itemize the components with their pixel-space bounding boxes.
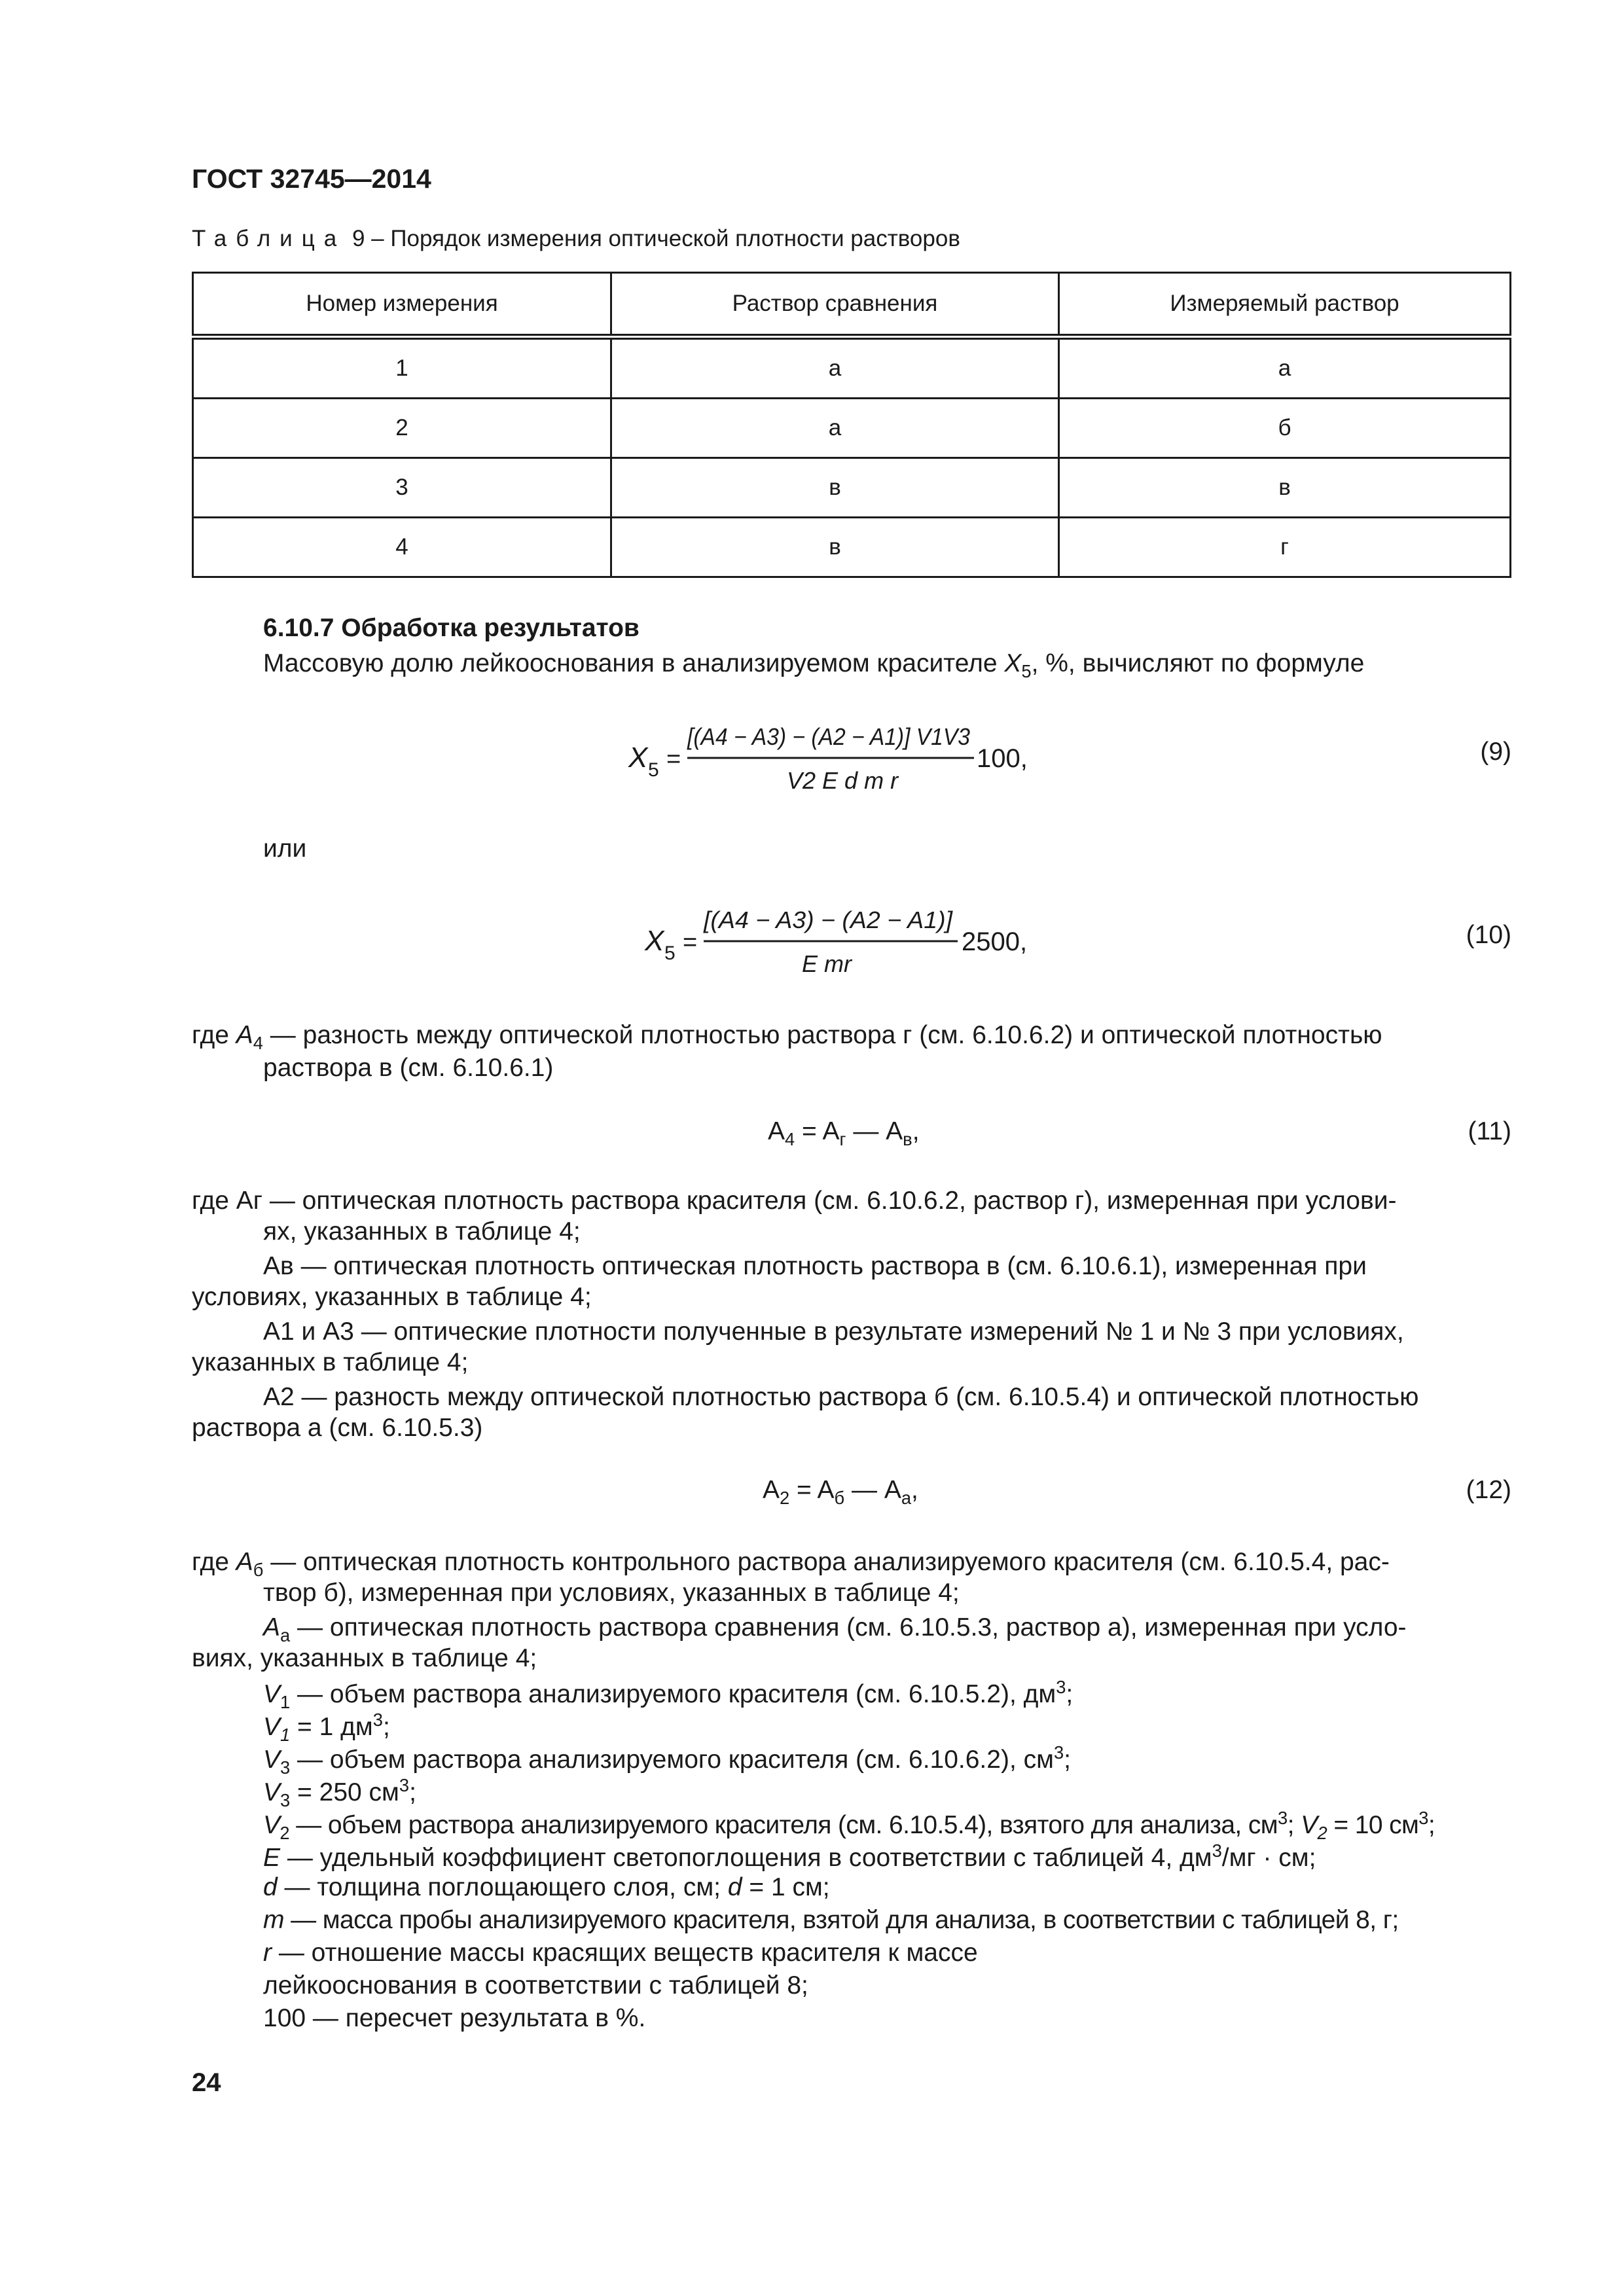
formula-numerator: [(A4 − A3) − (A2 − A1)] V1V3: [687, 723, 970, 750]
definition-text: где Аг — оптическая плотность раствора красителя (см. 6.10.6.2, раствор г), измеренная при услови-: [192, 1187, 1397, 1215]
definition-end: ;: [409, 1778, 416, 1806]
definition-text: — отношение массы красящих веществ красителя к массе: [272, 1939, 978, 1967]
definition-d: [263, 1873, 830, 1902]
definition-text: — разность между оптической плотностью раствора г (см. 6.10.6.2) и оптической плотностью: [262, 1021, 1382, 1049]
table-cell: в: [1058, 458, 1510, 518]
superscript: 3: [1418, 1808, 1428, 1828]
definition-text: = 1 дм: [290, 1713, 373, 1741]
definition-v3-value: [263, 1775, 416, 1811]
definition-v1: [263, 1677, 1073, 1713]
definition-text: — масса пробы анализируемого красителя, взятой для анализа, в соответствии с таблицей 8, г;: [283, 1906, 1399, 1934]
definition-end: = 1 см;: [742, 1873, 830, 1901]
definition-end: ;: [1066, 1680, 1074, 1708]
variable: V: [263, 1680, 281, 1708]
formula-lhs: A: [763, 1476, 780, 1504]
definition-v1-value: [263, 1710, 390, 1746]
column-header: Раствор сравнения: [611, 273, 1059, 337]
formula-end: ,: [912, 1117, 920, 1145]
definition-ag-cont: ях, указанных в таблице 4;: [263, 1217, 581, 1246]
variable-subscript: 1: [280, 1724, 291, 1745]
variable-subscript: 3: [280, 1757, 291, 1778]
table-cell: 2: [193, 399, 611, 458]
intro-variable-subscript: 5: [1021, 660, 1032, 681]
column-header: Номер измерения: [193, 273, 611, 337]
column-header: Измеряемый раствор: [1058, 273, 1510, 337]
table-cell: 4: [193, 518, 611, 577]
formula-middle: — A: [846, 1117, 903, 1145]
formula-9: [622, 707, 1093, 805]
variable: V: [263, 1713, 281, 1741]
formula-lhs-subscript: 2: [780, 1487, 790, 1508]
definition-a1-a3: А1 и А3 — оптические плотности полученные в результате измерений № 1 и № 3 при условиях,: [263, 1318, 1404, 1346]
superscript: 3: [1056, 1677, 1066, 1697]
definition-end: ;: [382, 1713, 390, 1741]
superscript: 3: [1053, 1742, 1064, 1763]
variable-subscript: 1: [280, 1691, 291, 1712]
definition-a2: А2 — разность между оптической плотностью раствора б (см. 6.10.5.4) и оптической плотностью: [263, 1383, 1419, 1411]
superscript: 3: [1278, 1808, 1288, 1828]
variable: r: [263, 1939, 272, 1967]
definition-aa-cont: виях, указанных в таблице 4;: [192, 1644, 537, 1672]
variable-subscript: б: [253, 1559, 264, 1580]
formula-middle: — A: [844, 1476, 901, 1504]
formula-subscript: в: [903, 1128, 912, 1149]
variable: d: [727, 1873, 742, 1901]
definition-v2: [263, 1808, 1435, 1844]
table-row: [193, 399, 1511, 458]
equation-number-9: (9): [1480, 738, 1511, 766]
formula-lhs: X: [628, 742, 648, 774]
definition-text: = 250 см: [290, 1778, 399, 1806]
variable: V: [263, 1811, 280, 1839]
definition-end: ;: [1064, 1746, 1071, 1774]
definition-a4-cont: раствора в (см. 6.10.6.1): [263, 1054, 554, 1082]
definition-text: = 10 см: [1327, 1811, 1419, 1839]
variable-subscript: 4: [253, 1032, 263, 1053]
where-word: где: [192, 1548, 236, 1576]
or-word: или: [263, 834, 307, 863]
formula-lhs-subscript: 4: [785, 1128, 795, 1149]
formula-lhs-subscript: 5: [648, 759, 659, 781]
variable-subscript: а: [280, 1624, 291, 1645]
svg-text:X: [628, 742, 649, 774]
variable-subscript: 2: [1317, 1822, 1327, 1843]
formula-equals: =: [683, 929, 698, 956]
where-word: где: [192, 1021, 236, 1049]
definition-a2-cont: раствора а (см. 6.10.5.3): [192, 1414, 483, 1442]
formula-lhs: A: [768, 1117, 785, 1145]
definition-v3: [263, 1742, 1071, 1778]
formula-middle: = A: [795, 1117, 840, 1145]
definition-r-cont: лейкооснования в соответствии с таблицей 8;: [263, 1971, 808, 2000]
variable: V: [1301, 1811, 1318, 1839]
definition-separator: ;: [1287, 1811, 1301, 1839]
table-cell: б: [1058, 399, 1510, 458]
definition-end: ;: [1428, 1811, 1435, 1839]
formula-10: [638, 890, 1070, 988]
definition-text: — оптическая плотность раствора сравнения (см. 6.10.5.3, раствор а), измеренная при усло-: [290, 1613, 1407, 1641]
document-code: ГОСТ 32745—2014: [192, 164, 431, 194]
variable: A: [236, 1548, 253, 1576]
table-cell: 3: [193, 458, 611, 518]
equation-number-10: (10): [1466, 921, 1511, 949]
formula-factor: 2500,: [962, 927, 1028, 956]
variable: V: [263, 1746, 281, 1774]
equation-number-12: (12): [1466, 1476, 1511, 1504]
section-intro: [263, 649, 1364, 682]
formula-numerator: [(A4 − A3) − (A2 − A1)]: [702, 906, 954, 933]
superscript: 3: [399, 1775, 410, 1795]
table-caption-word: Таблица: [192, 226, 346, 251]
formula-lhs: X: [645, 925, 664, 957]
page-number: 24: [192, 2068, 221, 2097]
table-cell: г: [1058, 518, 1510, 577]
formula-subscript: г: [839, 1128, 846, 1149]
formula-middle: = A: [789, 1476, 835, 1504]
formula-denominator: V2 E d m r: [787, 767, 899, 794]
definition-ag: [192, 1185, 1511, 1217]
variable: m: [263, 1906, 284, 1934]
variable: V: [263, 1778, 281, 1806]
table-cell: а: [1058, 337, 1510, 399]
definition-text: — толщина поглощающего слоя, см;: [277, 1873, 728, 1901]
table-cell: в: [611, 518, 1059, 577]
variable-subscript: 3: [280, 1789, 291, 1810]
superscript: 3: [372, 1710, 383, 1730]
formula-equals: =: [666, 745, 681, 773]
definition-av-cont: условиях, указанных в таблице 4;: [192, 1283, 592, 1311]
formula-factor: 100,: [977, 744, 1028, 773]
definition-end: /мг · см;: [1221, 1844, 1316, 1872]
definition-text: — удельный коэффициент светопоглощения в соответствии с таблицей 4, дм: [280, 1844, 1212, 1872]
formula-denominator: E mr: [802, 950, 852, 977]
section-title: 6.10.7 Обработка результатов: [263, 614, 640, 642]
definition-text: — объем раствора анализируемого красителя (см. 6.10.6.2), см: [290, 1746, 1054, 1774]
formula-12: [763, 1476, 918, 1509]
table-row: [193, 458, 1511, 518]
table-row: [193, 337, 1511, 399]
definition-ab-cont: твор б), измеренная при условиях, указанных в таблице 4;: [263, 1579, 960, 1607]
intro-text: Массовую долю лейкооснования в анализируемом красителе: [263, 649, 1005, 677]
variable: d: [263, 1873, 278, 1901]
definition-m: [263, 1906, 1399, 1935]
table-caption: [192, 226, 960, 252]
definition-a4: [192, 1021, 1382, 1054]
definition-a1-a3-cont: указанных в таблице 4;: [192, 1348, 469, 1376]
table-caption-text: 9 – Порядок измерения оптической плотности растворов: [352, 226, 960, 251]
variable-subscript: 2: [280, 1822, 290, 1843]
definition-e: [263, 1840, 1316, 1873]
definition-text: — оптическая плотность контрольного раствора анализируемого красителя (см. 6.10.5.4, рас-: [263, 1548, 1390, 1576]
intro-text-end: , %, вычисляют по формуле: [1031, 649, 1365, 677]
table-cell: 1: [193, 337, 611, 399]
table-header-row: [193, 273, 1511, 337]
definition-text: — объем раствора анализируемого красителя (см. 6.10.5.2), дм: [290, 1680, 1056, 1708]
definition-r: [263, 1939, 978, 1967]
superscript: 3: [1212, 1840, 1222, 1861]
definition-hundred: 100 — пересчет результата в %.: [263, 2004, 646, 2032]
formula-lhs-subscript: 5: [664, 942, 676, 964]
table-cell: а: [611, 399, 1059, 458]
measurement-order-table: [192, 272, 1511, 578]
formula-subscript: а: [901, 1487, 912, 1508]
table-cell: в: [611, 458, 1059, 518]
formula-end: ,: [911, 1476, 918, 1504]
table-cell: а: [611, 337, 1059, 399]
variable: A: [263, 1613, 281, 1641]
table-row: [193, 518, 1511, 577]
variable: A: [236, 1021, 253, 1049]
variable: E: [263, 1844, 281, 1872]
equation-number-11: (11): [1468, 1117, 1511, 1145]
formula-11: [768, 1117, 920, 1150]
formula-subscript: б: [834, 1487, 845, 1508]
definition-av: Ав — оптическая плотность оптическая плотность раствора в (см. 6.10.6.1), измеренная при: [263, 1252, 1367, 1280]
definition-text: — объем раствора анализируемого красителя (см. 6.10.5.4), взятого для анализа, см: [289, 1811, 1278, 1839]
intro-variable: X: [1004, 649, 1022, 677]
